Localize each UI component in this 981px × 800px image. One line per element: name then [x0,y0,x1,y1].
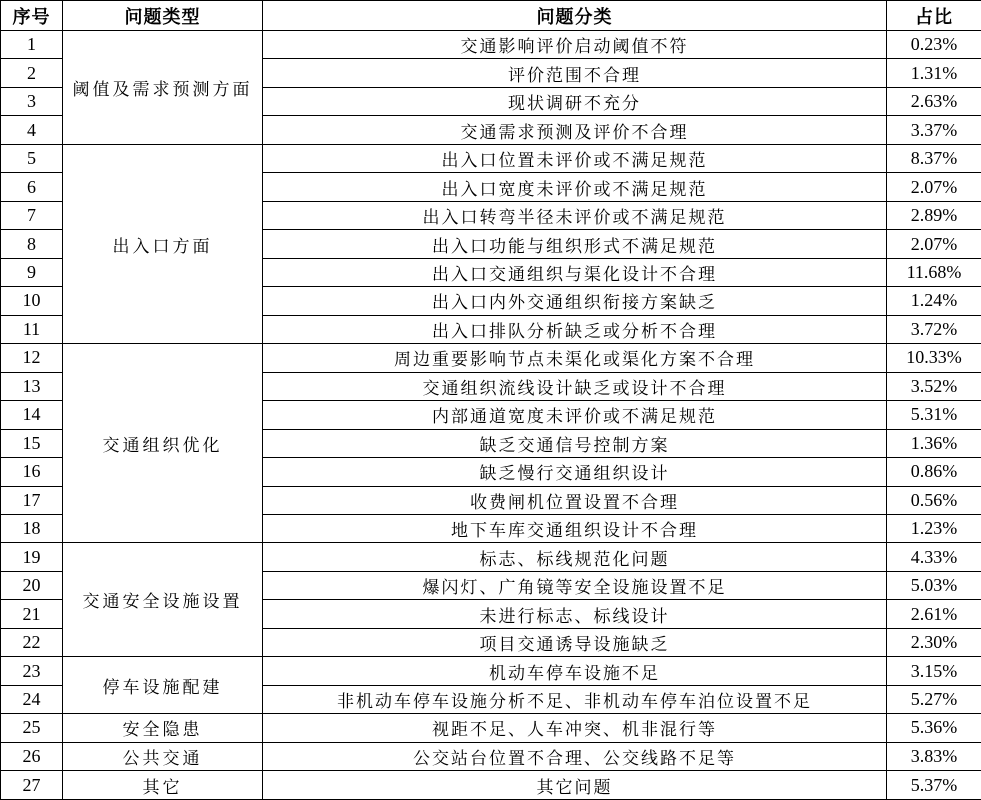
share-cell: 0.86% [887,458,981,486]
row-number: 21 [1,600,63,628]
table-row [1,543,981,571]
problem-category-cell: 出入口转弯半径未评价或不满足规范 [263,201,887,229]
share-cell: 8.37% [887,144,981,172]
row-number: 17 [1,486,63,514]
problem-category-cell: 评价范围不合理 [263,59,887,87]
problem-category-cell: 公交站台位置不合理、公交线路不足等 [263,742,887,770]
share-cell: 1.24% [887,287,981,315]
row-number: 4 [1,116,63,144]
problem-type-cell: 交通安全设施设置 [63,543,263,657]
row-number: 27 [1,771,63,800]
share-cell: 0.56% [887,486,981,514]
row-number: 8 [1,230,63,258]
problem-category-cell: 周边重要影响节点未渠化或渠化方案不合理 [263,344,887,372]
row-number: 12 [1,344,63,372]
problem-category-cell: 出入口排队分析缺乏或分析不合理 [263,315,887,343]
problem-category-cell: 收费闸机位置设置不合理 [263,486,887,514]
problem-category-cell: 现状调研不充分 [263,87,887,115]
share-cell: 3.52% [887,372,981,400]
problem-category-cell: 交通需求预测及评价不合理 [263,116,887,144]
share-cell: 0.23% [887,31,981,59]
row-number: 15 [1,429,63,457]
row-number: 18 [1,514,63,542]
row-number: 20 [1,571,63,599]
table-body [1,31,981,800]
problem-category-cell: 缺乏慢行交通组织设计 [263,458,887,486]
problem-type-cell: 安全隐患 [63,714,263,742]
share-cell: 5.31% [887,401,981,429]
row-number: 10 [1,287,63,315]
problem-type-cell: 出入口方面 [63,144,263,343]
share-cell: 5.03% [887,571,981,599]
share-cell: 3.37% [887,116,981,144]
problem-type-cell: 阈值及需求预测方面 [63,31,263,145]
problem-category-cell: 视距不足、人车冲突、机非混行等 [263,714,887,742]
share-cell: 1.23% [887,514,981,542]
row-number: 1 [1,31,63,59]
share-cell: 5.27% [887,685,981,713]
problem-category-cell: 爆闪灯、广角镜等安全设施设置不足 [263,571,887,599]
row-number: 23 [1,657,63,685]
problem-category-cell: 内部通道宽度未评价或不满足规范 [263,401,887,429]
share-cell: 2.07% [887,230,981,258]
share-cell: 4.33% [887,543,981,571]
problem-category-cell: 其它问题 [263,771,887,800]
problem-category-cell: 出入口内外交通组织衔接方案缺乏 [263,287,887,315]
row-number: 3 [1,87,63,115]
header-share: 占比 [887,1,981,31]
share-cell: 3.15% [887,657,981,685]
problem-type-cell: 交通组织优化 [63,344,263,543]
row-number: 6 [1,173,63,201]
problem-category-cell: 出入口功能与组织形式不满足规范 [263,230,887,258]
table-row [1,657,981,685]
share-cell: 11.68% [887,258,981,286]
table-row [1,344,981,372]
problem-category-cell: 出入口交通组织与渠化设计不合理 [263,258,887,286]
share-cell: 1.36% [887,429,981,457]
problem-type-cell: 公共交通 [63,742,263,770]
row-number: 19 [1,543,63,571]
header-type: 问题类型 [63,1,263,31]
row-number: 25 [1,714,63,742]
share-cell: 2.07% [887,173,981,201]
share-cell: 3.72% [887,315,981,343]
row-number: 11 [1,315,63,343]
row-number: 5 [1,144,63,172]
share-cell: 2.61% [887,600,981,628]
problem-category-cell: 缺乏交通信号控制方案 [263,429,887,457]
share-cell: 2.89% [887,201,981,229]
table-row [1,771,981,800]
row-number: 24 [1,685,63,713]
table-row [1,144,981,172]
row-number: 9 [1,258,63,286]
header-category: 问题分类 [263,1,887,31]
share-cell: 10.33% [887,344,981,372]
problem-category-cell: 出入口位置未评价或不满足规范 [263,144,887,172]
problem-type-cell: 停车设施配建 [63,657,263,714]
row-number: 16 [1,458,63,486]
problem-category-cell: 项目交通诱导设施缺乏 [263,628,887,656]
problem-category-cell: 交通影响评价启动阈值不符 [263,31,887,59]
problem-category-cell: 机动车停车设施不足 [263,657,887,685]
table-row [1,742,981,770]
problem-category-cell: 非机动车停车设施分析不足、非机动车停车泊位设置不足 [263,685,887,713]
problem-category-cell: 出入口宽度未评价或不满足规范 [263,173,887,201]
share-cell: 5.37% [887,771,981,800]
row-number: 22 [1,628,63,656]
table-row [1,31,981,59]
row-number: 26 [1,742,63,770]
problem-category-cell: 地下车库交通组织设计不合理 [263,514,887,542]
table-header-row [1,1,981,31]
problem-category-cell: 交通组织流线设计缺乏或设计不合理 [263,372,887,400]
problem-category-cell: 未进行标志、标线设计 [263,600,887,628]
table-row [1,714,981,742]
header-no: 序号 [1,1,63,31]
row-number: 2 [1,59,63,87]
share-cell: 2.63% [887,87,981,115]
row-number: 13 [1,372,63,400]
share-cell: 2.30% [887,628,981,656]
share-cell: 1.31% [887,59,981,87]
row-number: 7 [1,201,63,229]
share-cell: 5.36% [887,714,981,742]
share-cell: 3.83% [887,742,981,770]
row-number: 14 [1,401,63,429]
problem-category-cell: 标志、标线规范化问题 [263,543,887,571]
problem-type-cell: 其它 [63,771,263,800]
